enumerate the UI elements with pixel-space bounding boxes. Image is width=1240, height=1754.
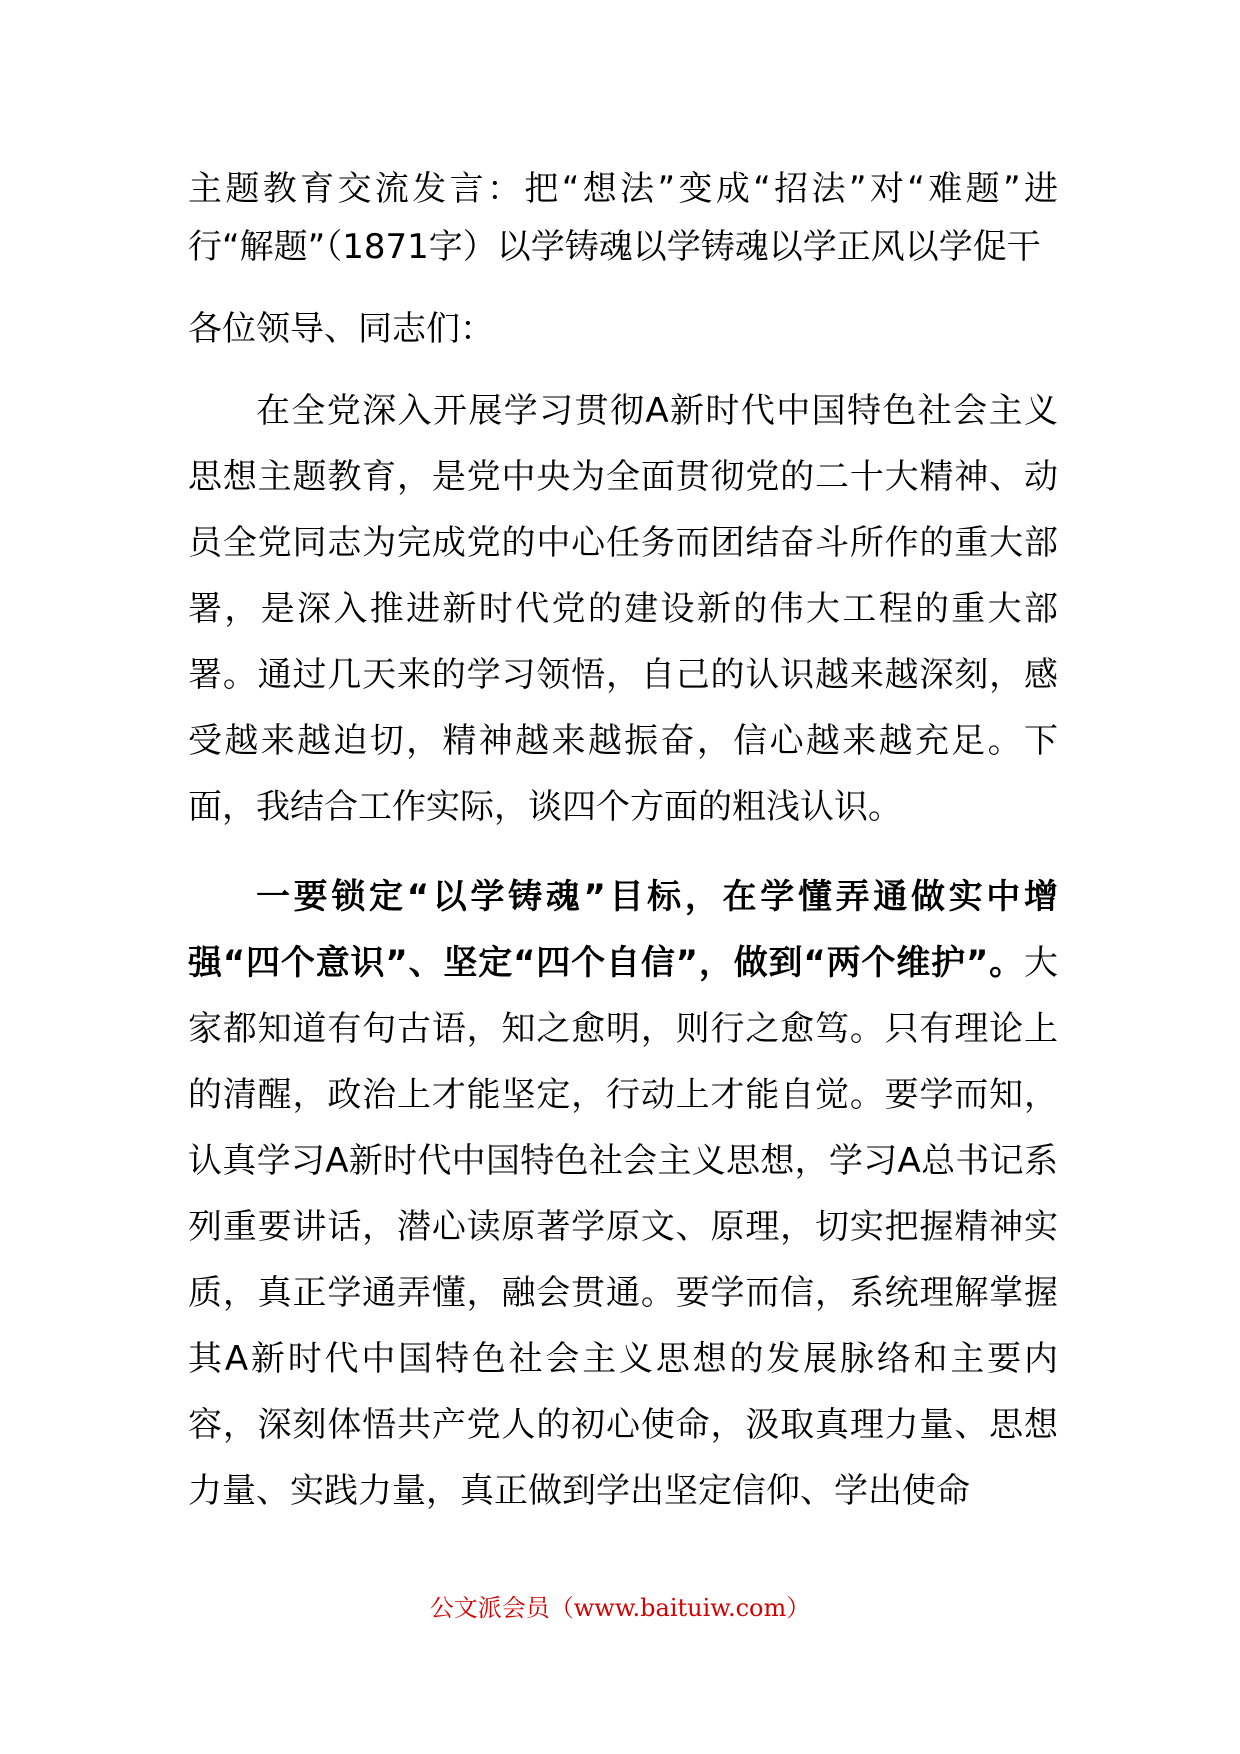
footer-watermark: 公文派会员（www.baituiw.com） [429,1594,811,1622]
document-title: 主题教育交流发言：把“想法”变成“招法”对“难题”进行“解题”（1871字）以学铸魂以学铸魂以学正风以学促干 [188,169,1058,267]
paragraph-point-one-lead: 一要锁定“以学铸魂”目标，在学懂弄通做实中增强“四个意识”、坚定“四个自信”，做到“两个维护”。 [188,877,1058,983]
paragraph-point-one [188,864,1058,1524]
document-body [188,160,1058,1524]
paragraph-point-one-text: 大家都知道有句古语，知之愈明，则行之愈笃。只有理论上的清醒，政治上才能坚定，行动上才能自觉。要学而知，认真学习A新时代中国特色社会主义思想，学习A总书记系列重要讲话，潜心读原著学原文、原理，切实把握精神实质，真正学通弄懂，融会贯通。要学而信，系统理解掌握其A新时代中国特色社会主义思想的发展脉络和主要内容，深刻体悟共产党人的初心使命，汲取真理力量、思想力量、实践力量，真正做到学出坚定信仰、学出使命 [188,943,1058,1511]
paragraph-intro-text: 在全党深入开展学习贯彻A新时代中国特色社会主义思想主题教育，是党中央为全面贯彻党的二十大精神、动员全党同志为完成党的中心任务而团结奋斗所作的重大部署，是深入推进新时代党的建设新的伟大工程的重大部署。通过几天来的学习领悟，自己的认识越来越深刻，感受越来越迫切，精神越来越振奋，信心越来越充足。下面，我结合工作实际，谈四个方面的粗浅认识。 [188,391,1058,827]
salutation: 各位领导、同志们： [188,309,494,349]
paragraph-intro [188,378,1058,840]
